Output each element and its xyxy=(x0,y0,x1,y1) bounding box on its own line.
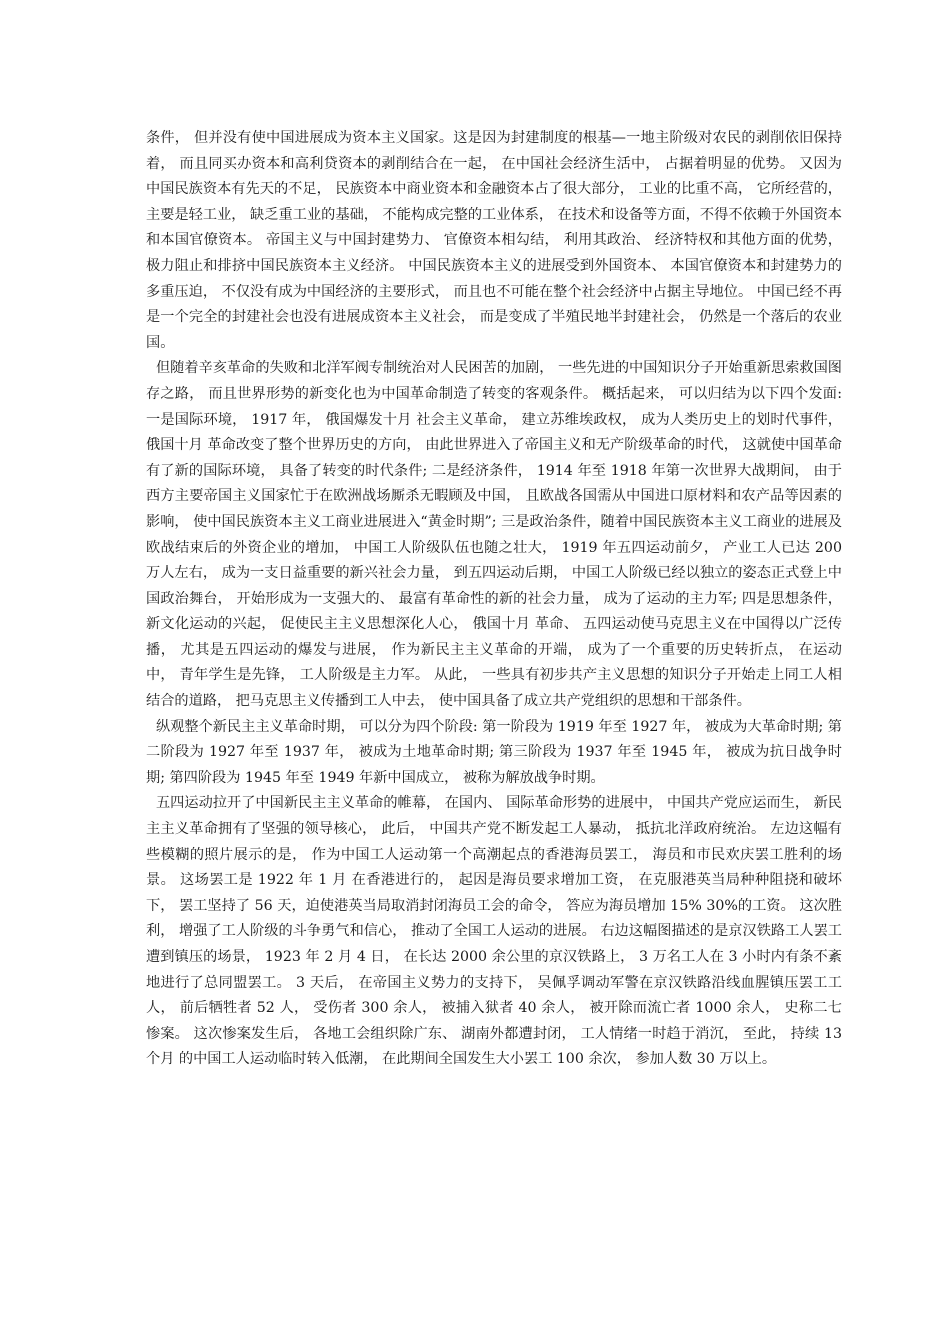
paragraph-3: 纵观整个新民主主义革命时期， 可以分为四个阶段: 第一阶段为 1919 年至 1927 年， 被成为大革命时期; 第二阶段为 1927 年至 1937 年， 被成为土地革命时期; 第三阶段为 1937 年至 1945 年， 被成为抗日战争时期; 第四阶段为 1945 年至 1949 年新中国成立， 被称为解放战争时期。 xyxy=(146,718,842,786)
paragraph-2: 但随着辛亥革命的失败和北洋军阀专制统治对人民困苦的加剧， 一些先进的中国知识分子开始重新思索救国图存之路， 而且世界形势的新变化也为中国革命制造了转变的客观条件。 概括起来， 可以归结为以下四个发面: 一是国际环境， 1917 年， 俄国爆发十月 社会主义革命， 建立苏维埃政权， 成为人类历史上的划时代事件， 俄国十月 革命改变了整个世界历史的方向， 由此世界进入了帝国主义和无产阶级革命的时代， 这就使中国革命有了新的国际环境， 具备了转变的时代条件; 二是经济条件， 1914 年至 1918 年第一次世界大战期间， 由于西方主要帝国主义国家忙于在欧洲战场厮杀无暇顾及中国， 且欧战各国需从中国进口原材料和农产品等因素的影响， 使中国民族资本主义工商业进展进入“黄金时期”; 三是政治条件，随着中国民族资本主义工商业的进展及欧战结束后的外资企业的增加， 中国工人阶级队伍也随之壮大， 1919 年五四运动前夕， 产业工人已达 200 万人左右， 成为一支日益重要的新兴社会力量， 到五四运动后期， 中国工人阶级已经以独立的姿态正式登上中国政治舞台， 开始形成为一支强大的、 最富有革命性的新的社会力量， 成为了运动的主力军; 四是思想条件， 新文化运动的兴起， 促使民主主义思想深化人心， 俄国十月 革命、 五四运动使马克思主义在中国得以广泛传播， 尤其是五四运动的爆发与进展， 作为新民主主义革命的开端， 成为了一个重要的历史转折点， 在运动中， 青年学生是先锋， 工人阶级是主力军。 从此， 一些具有初步共产主义思想的知识分子开始走上同工人相结合的道路， 把马克思主义传播到工人中去， 使中国具备了成立共产党组织的思想和干部条件。 xyxy=(146,360,842,710)
paragraph-4: 五四运动拉开了中国新民主主义革命的帷幕， 在国内、 国际革命形势的进展中， 中国共产党应运而生， 新民主主义革命拥有了坚强的领导核心， 此后， 中国共产党不断发起工人暴动， 抵抗北洋政府统治。 左边这幅有些模糊的照片展示的是， 作为中国工人运动第一个高潮起点的香港海员罢工， 海员和市民欢庆罢工胜利的场景。 这场罢工是 1922 年 1 月 在香港进行的， 起因是海员要求增加工资， 在克服港英当局种种阻挠和破坏下， 罢工坚持了 56 天，迫使港英当局取消封闭海员工会的命令， 答应为海员增加 15% 30%的工资。 这次胜利， 增强了工人阶级的斗争勇气和信心， 推动了全国工人运动的进展。 右边这幅图描述的是京汉铁路工人罢工遭到镇压的场景， 1923 年 2 月 4 日， 在长达 2000 余公里的京汉铁路上， 3 万名工人在 3 小时内有条不紊地进行了总同盟罢工。 3 天后， 在帝国主义势力的支持下， 吴佩孚调动军警在京汉铁路沿线血腥镇压罢工工人， 前后牺牲者 52 人， 受伤者 300 余人， 被捕入狱者 40 余人， 被开除而流亡者 1000 余人， 史称二七惨案。 这次惨案发生后， 各地工会组织除广东、 湖南外都遭封闭， 工人情绪一时趋于消沉， 至此， 持续 13 个月 的中国工人运动临时转入低潮， 在此期间全国发生大小罢工 100 余次， 参加人数 30 万以上。 xyxy=(146,795,842,1068)
paragraph-1: 条件， 但并没有使中国进展成为资本主义国家。这是因为封建制度的根基—一地主阶级对农民的剥削依旧保持着， 而且同买办资本和高利贷资本的剥削结合在一起， 在中国社会经济生活中， 占据着明显的优势。 又因为中国民族资本有先天的不足， 民族资本中商业资本和金融资本占了很大部分， 工业的比重不高， 它所经营的， 主要是轻工业， 缺乏重工业的基础， 不能构成完整的工业体系， 在技术和设备等方面，不得不依赖于外国资本和本国官僚资本。 帝国主义与中国封建势力、 官僚资本相勾结， 利用其政治、 经济特权和其他方面的优势， 极力阻止和排挤中国民族资本主义经济。 中国民族资本主义的进展受到外国资本、 本国官僚资本和封建势力的多重压迫， 不仅没有成为中国经济的主要形式， 而且也不可能在整个社会经济中占据主导地位。 中国已经不再是一个完全的封建社会也没有进展成资本主义社会， 而是变成了半殖民地半封建社会， 仍然是一个落后的农业国。 xyxy=(146,130,842,351)
document-page xyxy=(146,126,842,1073)
